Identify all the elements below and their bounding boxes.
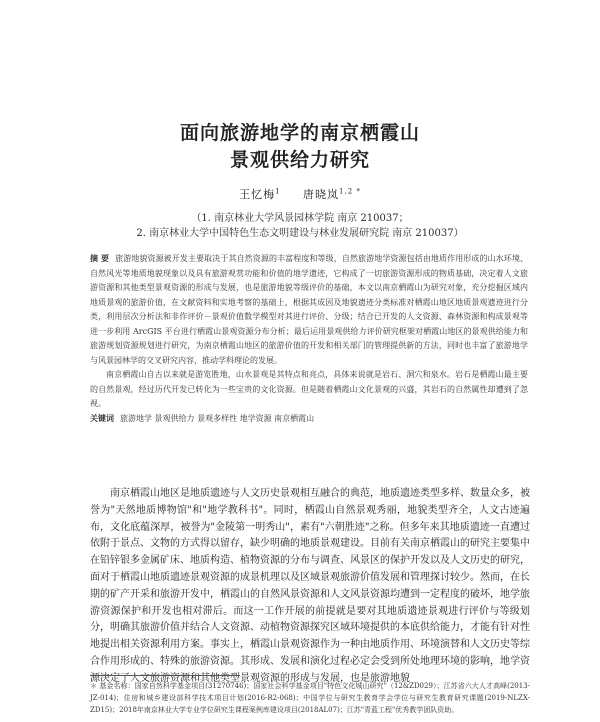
body-paragraph: 南京栖霞山地区是地质遗迹与人文历史景观相互融合的典范，地质遗迹类型多样、数量众多，被誉为"天然地质博物馆"和"地学教科书"。同时，栖霞山自然景观秀丽，地貌类型齐全，人文古迹遍布，文化底蕴深厚，被誉为"金陵第一明秀山"，素有"六朝胜迹"之称。但多年来其地质遗迹一直遭过依附于景点、文物的方式得以留存，缺少明确的地质景观建设。目前有关南京栖霞山的研究主要集中在铅锌银多金属矿床、地质构造、植物资源的分布与调查、风景区的保护开发以及人文历史的研究，面对于栖霞山地质遗迹景观资源的成景机理以及区域景观旅游价值发展和管理探讨较少。然而，在长期的矿产开采和旅游开发中，栖霞山的自然风景资源和人文风景资源均遭到一定程度的破坏，地学旅游资源保护和开发也相对滞后。而这一工作开展的前提就是要对其地质遗迹景观进行评价与等级划分，明确其旅游价值并结合人文资源、动植物资源探究区域环境提供的本底供给能力，才能有针对性地提出相关资源利用方案。事实上，栖霞山景观资源作为一种由地质作用、环境演替和人文历史等综合作用形成的、特殊的旅游资源。其形成、发展和演化过程必定会受到所处地理环境的影响，地学资源决定了人文旅游资源和其他类型景观资源的形成与发展，也是旅游地貌 [90, 488, 530, 684]
title-line-1: 面向旅游地学的南京栖霞山 [179, 122, 420, 144]
body-text [90, 486, 530, 688]
authors [0, 186, 600, 202]
abstract-text: 旅游地貌资源被开发主要取决于其自然资源的丰富程度和等级，自然旅游地学资源包括由地质作用形成的山水环境、自然风光等地质地貌现象以及具有旅游观赏功能和价值的地学遗迹，它构成了一切旅游资源形成的物质基础，决定着人文旅游资源和其他类型景观资源的形成与发展，也是旅游地貌等级评价的基础，本文以南京栖霞山为研究对象，充分挖掘区域内地质景观的旅游价值，在文献资料和实地考察的基础上，根据其成因及地貌遗迹分类标准对栖霞山地区地质景观遗迹进行分类，利用层次分析法和非作评价－景观价值数学模型对其进行评价、分级；结合已开发的人文资源、森林资源和构成景观等进一步利用 ArcGIS 平台进行栖霞山景观资源分布分析；最后运用景观供给力评价研究框架对栖霞山地区的景观供给能力和旅游规划资源规划进行研究，为南京栖霞山地区的旅游价值的开发和相关部门的管理提供新的方法，同时也丰富了旅游地学与风景园林学的交叉研究内容，推动学科理论的发展。 [90, 254, 528, 365]
keywords-text: 旅游地学 景观供给力 景观多样性 地学资源 南京栖霞山 [120, 413, 315, 423]
keywords-label: 关键词 [90, 413, 114, 423]
author-name: 唐晓岚 [303, 188, 340, 201]
abstract [90, 252, 528, 426]
author-affiliation-mark: 1,2 * [339, 187, 361, 196]
abstract-paragraph-2: 南京栖霞山自古以来就是游览胜地，山水景观是其特点和亮点，具体来说就是岩石、洞穴和泉水。岩石是栖霞山最主要的自然景观，经过历代开发已转化为一些宝贵的文化资源。但是随着栖霞山文化景观的兴盛，其岩石的自然属性却遭到了忽视。 [90, 370, 528, 408]
author-name: 王忆梅 [239, 188, 276, 201]
affiliation-1: （1. 南京林业大学风景园林学院 南京 210037； [191, 213, 409, 224]
abstract-label: 摘 要 [90, 254, 110, 263]
footnote: ＊ 基金名称：国家自然科学基金项目(31270746)；国家社会科学基金项目"特色文化城山研究"（12&ZD029）；江苏省六大人才高峰(2013-JZ-014)；住房和城乡建设部科学技术项目计划(2016-R2-068)；中国学位与研究生教育学会学位与研究生教育研究课题(2019-NLZX-ZD15)；2018年南京林业大学专业学位研究生课程案例库建设项目(2018AL07)；江苏"青蓝工程"优秀教学团队资助。 [90, 682, 530, 714]
footnote-divider [90, 675, 240, 676]
affiliation-2: 2. 南京林业大学中国特色生态文明建设与林业发展研究院 南京 210037） [136, 228, 464, 239]
keywords [90, 412, 528, 427]
abstract-paragraph [90, 252, 528, 368]
title-line-2: 景观供给力研究 [229, 149, 370, 171]
author-affiliation-mark: 1 [275, 187, 281, 196]
